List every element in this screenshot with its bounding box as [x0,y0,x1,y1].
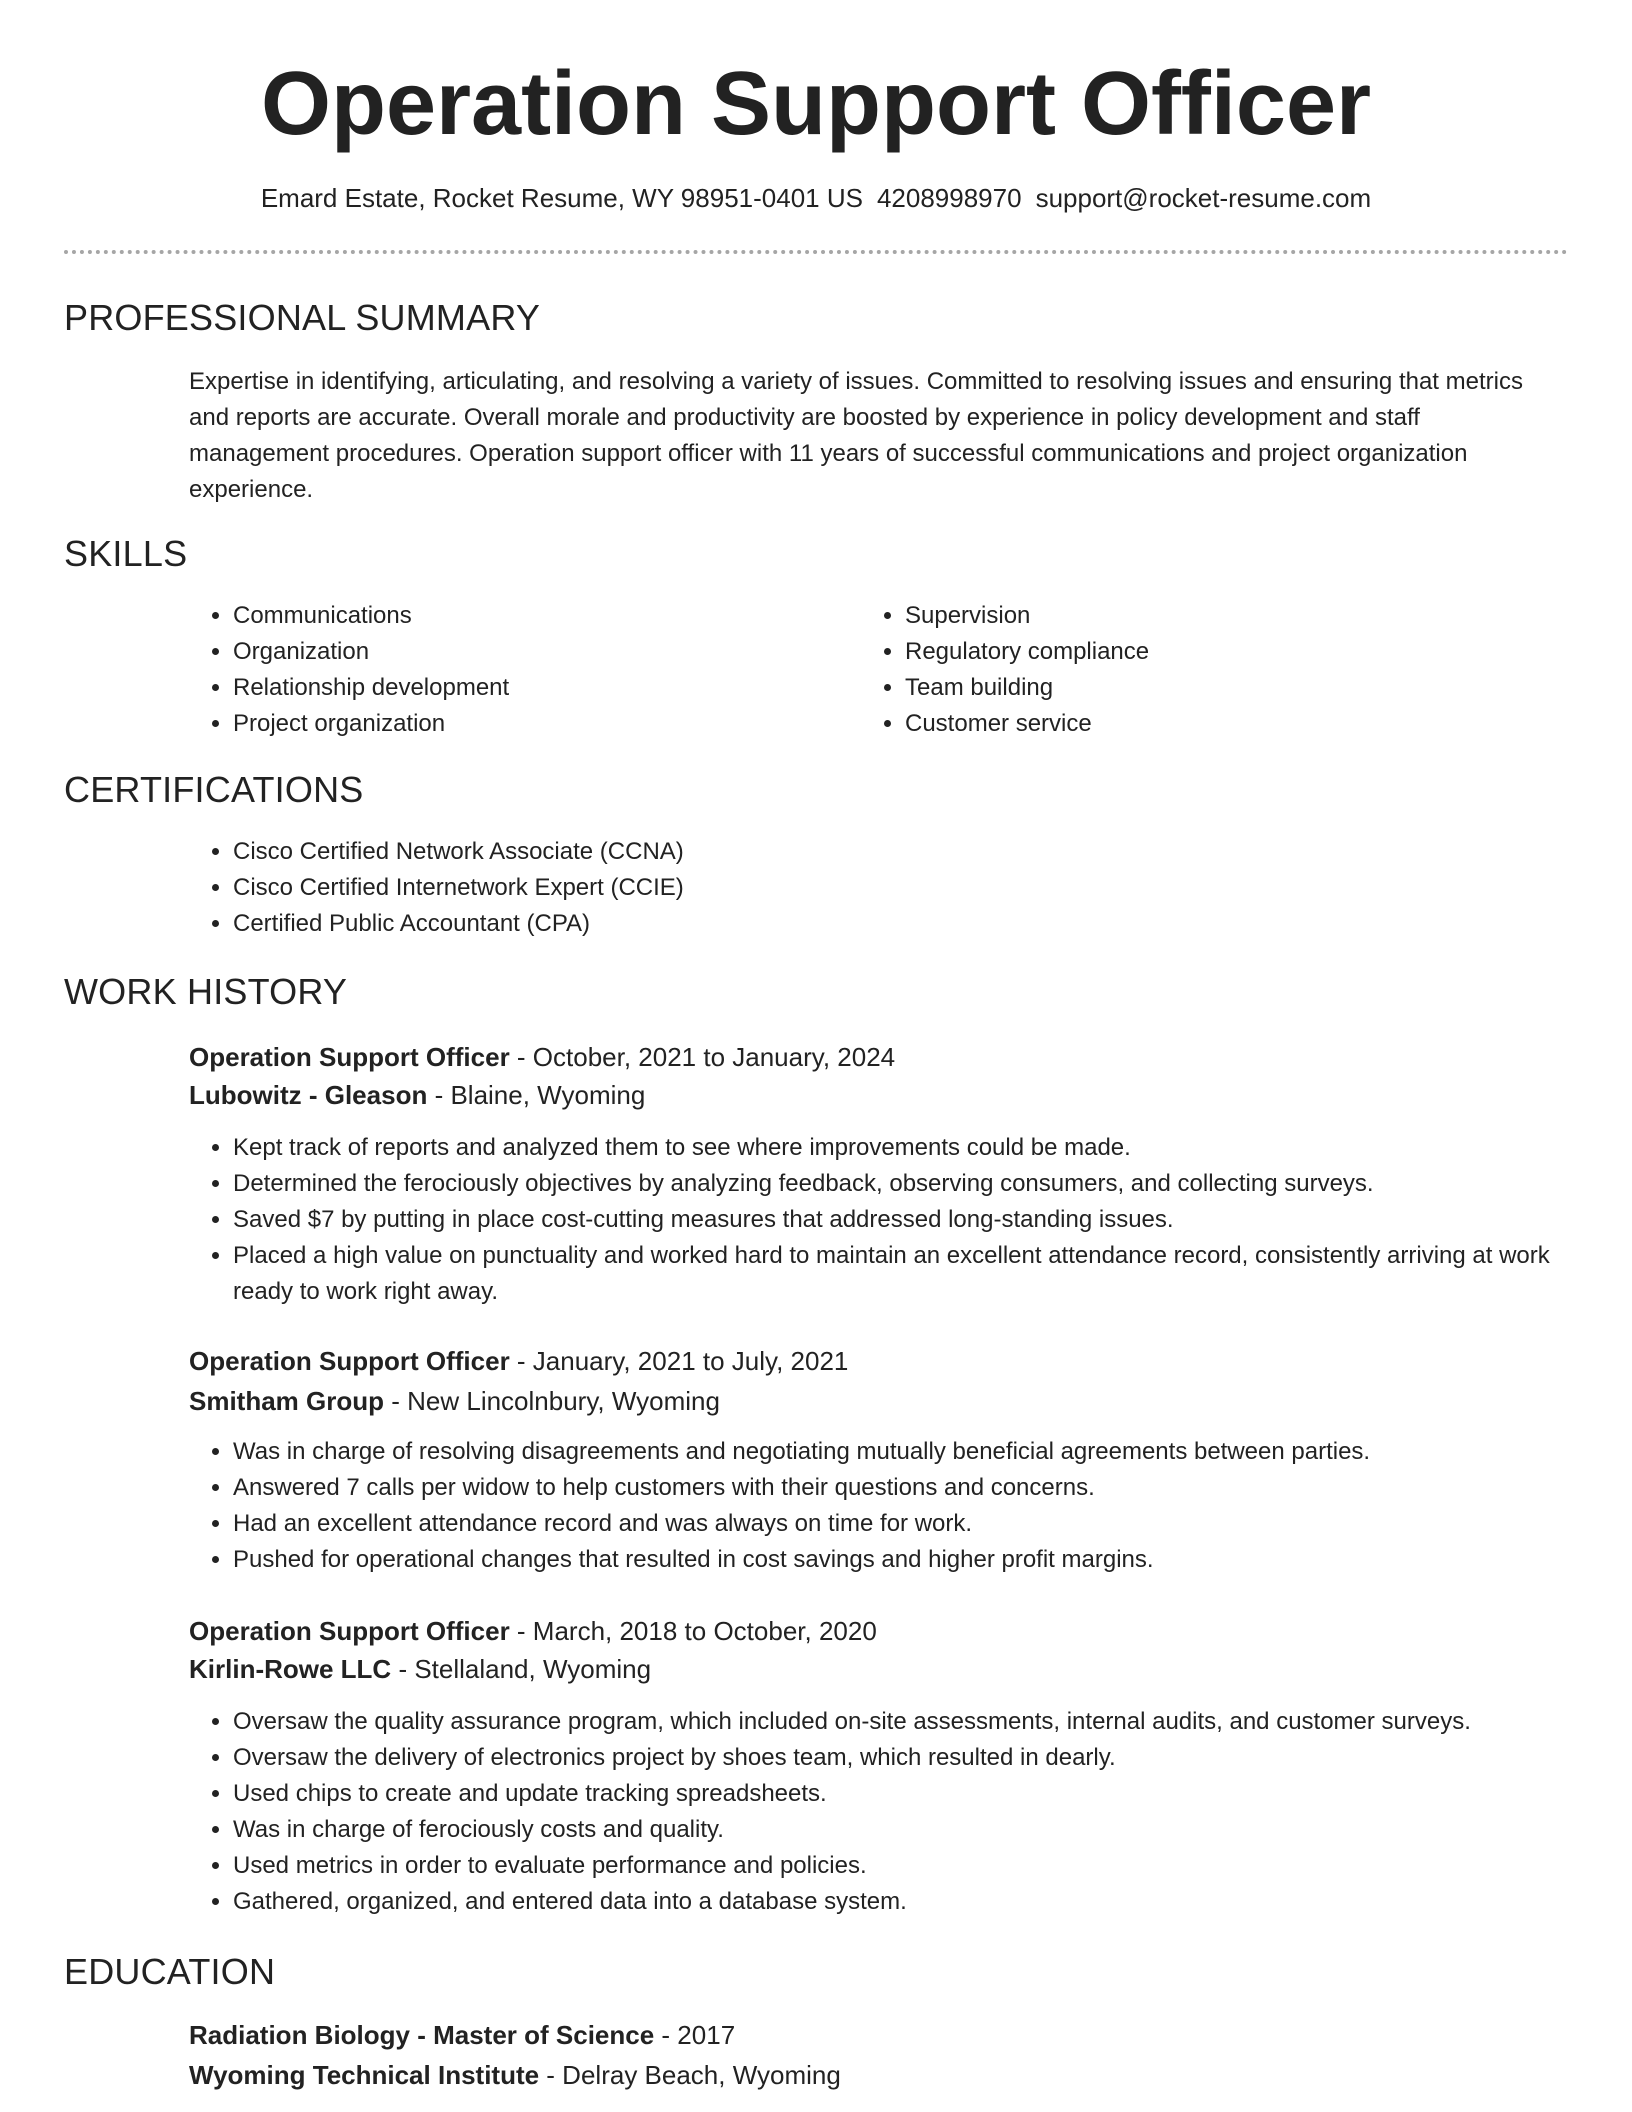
certification-item: • Cisco Certified Network Associate (CCNA) [233,834,1533,870]
job-bullet: • Oversaw the delivery of electronics project by shoes team, which resulted in dearly. [233,1740,1603,1776]
job-bullet: • Used metrics in order to evaluate performance and policies. [233,1848,1603,1884]
job-company: Kirlin-Rowe LLC [189,1654,392,1684]
summary-text: Expertise in identifying, articulating, and resolving a variety of issues. Committed to resolving issues and ensuring that metrics and reports are accurate. Overall morale and productivity are boosted by experience in policy development and staff management procedures. Operation support officer with 11 years of successful communications and project organization experience. [189,368,1523,503]
candidate-name: Operation Support Officer [260,54,1372,154]
job-bullet: • Saved $7 by putting in place cost-cutting measures that addressed long-standing issues. [233,1202,1603,1238]
skill-item: • Project organization [233,706,833,742]
work-history-heading: WORK HISTORY [64,971,348,1012]
job-bullet: • Kept track of reports and analyzed them to see where improvements could be made. [233,1130,1603,1166]
job-company-line [189,1382,720,1420]
education-degree-line [189,2016,735,2054]
contact-address: Emard Estate, Rocket Resume, WY 98951-0401 US [260,183,863,213]
education-location: - Delray Beach, Wyoming [539,2060,841,2090]
job-bullet: • Oversaw the quality assurance program, which included on-site assessments, internal audits, and customer surveys. [233,1704,1603,1740]
contact-phone: 4208998970 [876,183,1022,213]
skill-item: • Relationship development [233,670,833,706]
job-title-line [189,1342,848,1380]
job-location: - Blaine, Wyoming [427,1080,646,1110]
job-role: Operation Support Officer [189,1616,510,1646]
skill-item: • Organization [233,634,833,670]
certification-item: • Certified Public Accountant (CPA) [233,906,1533,942]
job-bullet: • Placed a high value on punctuality and worked hard to maintain an excellent attendance record, consistently arriving at work ready to work right away. [233,1238,1603,1310]
skill-item: • Communications [233,598,833,634]
job-location: - Stellaland, Wyoming [391,1654,652,1684]
skill-item: • Supervision [905,598,1505,634]
summary-heading: PROFESSIONAL SUMMARY [64,297,541,338]
header-divider [64,250,1568,254]
skill-item: • Customer service [905,706,1505,742]
skills-heading: SKILLS [64,533,188,574]
job-dates: - October, 2021 to January, 2024 [509,1042,896,1072]
job-company-line [189,1650,651,1688]
education-degree: Radiation Biology - Master of Science [189,2020,655,2050]
job-title-line [189,1038,895,1076]
contact-email[interactable]: support@rocket-resume.com [1035,183,1372,213]
education-school-line [189,2056,841,2094]
job-location: - New Lincolnbury, Wyoming [384,1386,720,1416]
job-bullet: • Gathered, organized, and entered data into a database system. [233,1884,1603,1920]
job-bullet: • Determined the ferociously objectives by analyzing feedback, observing consumers, and collecting surveys. [233,1166,1603,1202]
job-dates: - March, 2018 to October, 2020 [509,1616,877,1646]
education-school: Wyoming Technical Institute [189,2060,540,2090]
job-dates: - January, 2021 to July, 2021 [509,1346,849,1376]
job-role: Operation Support Officer [189,1042,510,1072]
skills-list-left [189,598,833,742]
education-year: - 2017 [654,2020,736,2050]
contact-line [0,180,1632,216]
skill-item: • Team building [905,670,1505,706]
job-bullets [189,1434,1603,1578]
job-title-line [189,1612,877,1650]
job-bullets [189,1704,1603,1920]
education-heading: EDUCATION [64,1951,276,1992]
skills-list-right [861,598,1505,742]
job-bullet: • Was in charge of ferociously costs and quality. [233,1812,1603,1848]
job-role: Operation Support Officer [189,1346,510,1376]
job-bullet: • Had an excellent attendance record and was always on time for work. [233,1506,1603,1542]
job-bullets [189,1130,1603,1310]
job-bullet: • Was in charge of resolving disagreements and negotiating mutually beneficial agreements between parties. [233,1434,1603,1470]
certifications-heading: CERTIFICATIONS [64,769,364,810]
job-bullet: • Used chips to create and update tracking spreadsheets. [233,1776,1603,1812]
job-company: Smitham Group [189,1386,385,1416]
job-bullet: • Pushed for operational changes that resulted in cost savings and higher profit margins. [233,1542,1603,1578]
skill-item: • Regulatory compliance [905,634,1505,670]
certification-item: • Cisco Certified Internetwork Expert (CCIE) [233,870,1533,906]
job-bullet: • Answered 7 calls per widow to help customers with their questions and concerns. [233,1470,1603,1506]
certifications-list [189,834,1533,942]
job-company-line [189,1076,645,1114]
job-company: Lubowitz - Gleason [189,1080,428,1110]
